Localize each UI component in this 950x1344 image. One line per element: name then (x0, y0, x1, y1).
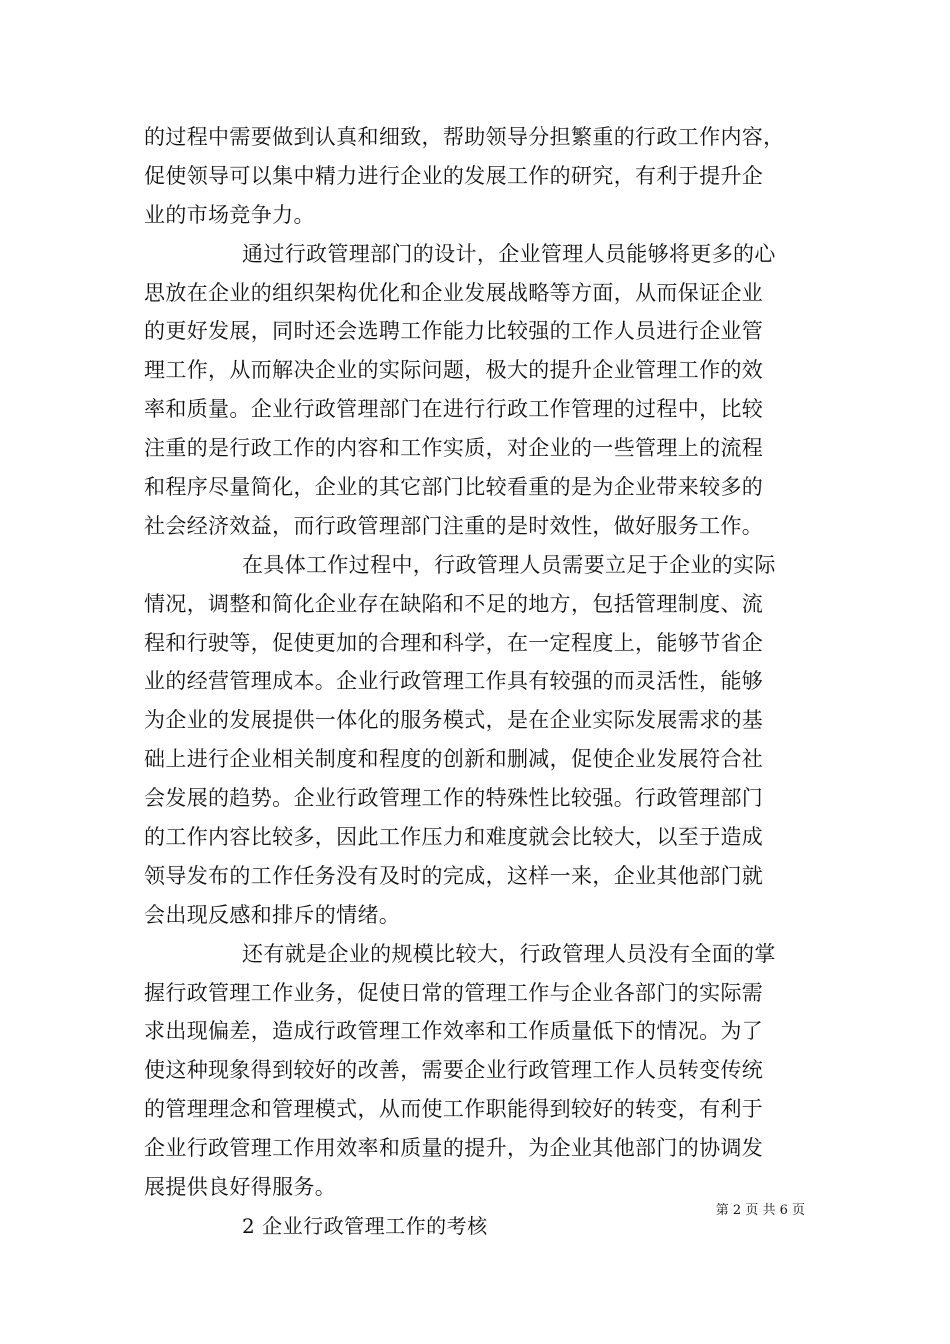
text-line: 还有就是企业的规模比较大，行政管理人员没有全面的掌 (242, 941, 776, 966)
paragraph (144, 235, 834, 546)
paragraph (144, 118, 834, 235)
text-line: 会发展的趋势。企业行政管理工作的特殊性比较强。行政管理部门 (144, 786, 764, 811)
text-line: 企业行政管理工作用效率和质量的提升，为企业其他部门的协调发 (144, 1136, 764, 1161)
text-line: 社会经济效益，而行政管理部门注重的是时效性，做好服务工作。 (144, 513, 764, 538)
section-heading: 2 企业行政管理工作的考核 (242, 1213, 488, 1238)
text-line: 础上进行企业相关制度和程度的创新和删减，促使企业发展符合社 (144, 747, 764, 772)
text-line: 率和质量。企业行政管理部门在进行行政工作管理的过程中，比较 (144, 397, 764, 422)
text-line: 情况，调整和简化企业存在缺陷和不足的地方，包括管理制度、流 (144, 591, 764, 616)
text-line: 思放在企业的组织架构优化和企业发展战略等方面，从而保证企业 (144, 280, 764, 305)
text-line: 通过行政管理部门的设计，企业管理人员能够将更多的心 (242, 241, 776, 266)
text-line: 使这种现象得到较好的改善，需要企业行政管理工作人员转变传统 (144, 1058, 764, 1083)
text-line: 程和行驶等，促使更加的合理和科学，在一定程度上，能够节省企 (144, 630, 764, 655)
page-footer: 第 2 页 共 6 页 (715, 1203, 805, 1218)
text-line: 求出现偏差，造成行政管理工作效率和工作质量低下的情况。为了 (144, 1019, 764, 1044)
text-line: 的工作内容比较多，因此工作压力和难度就会比较大，以至于造成 (144, 825, 764, 850)
text-line: 握行政管理工作业务，促使日常的管理工作与企业各部门的实际需 (144, 980, 764, 1005)
text-line: 业的经营管理成本。企业行政管理工作具有较强的而灵活性，能够 (144, 669, 764, 694)
text-line: 业的市场竞争力。 (144, 202, 315, 227)
text-line: 的过程中需要做到认真和细致，帮助领导分担繁重的行政工作内容， (144, 125, 785, 149)
paragraph (144, 546, 834, 935)
text-line: 的管理理念和管理模式，从而使工作职能得到较好的转变，有利于 (144, 1097, 764, 1122)
text-line: 和程序尽量简化，企业的其它部门比较看重的是为企业带来较多的 (144, 475, 764, 500)
text-line: 理工作，从而解决企业的实际问题，极大的提升企业管理工作的效 (144, 358, 764, 383)
text-line: 注重的是行政工作的内容和工作实质，对企业的一些管理上的流程 (144, 436, 764, 461)
text-line: 展提供良好得服务。 (144, 1175, 337, 1200)
text-line: 领导发布的工作任务没有及时的完成，这样一来，企业其他部门就 (144, 863, 764, 888)
document-body (144, 118, 834, 1246)
text-line: 促使领导可以集中精力进行企业的发展工作的研究，有利于提升企 (144, 163, 764, 188)
text-line: 会出现反感和排斥的情绪。 (144, 902, 401, 927)
paragraph (144, 935, 834, 1207)
text-line: 的更好发展，同时还会选聘工作能力比较强的工作人员进行企业管 (144, 319, 764, 344)
text-line: 在具体工作过程中，行政管理人员需要立足于企业的实际 (242, 552, 776, 577)
text-line: 为企业的发展提供一体化的服务模式，是在企业实际发展需求的基 (144, 708, 764, 733)
